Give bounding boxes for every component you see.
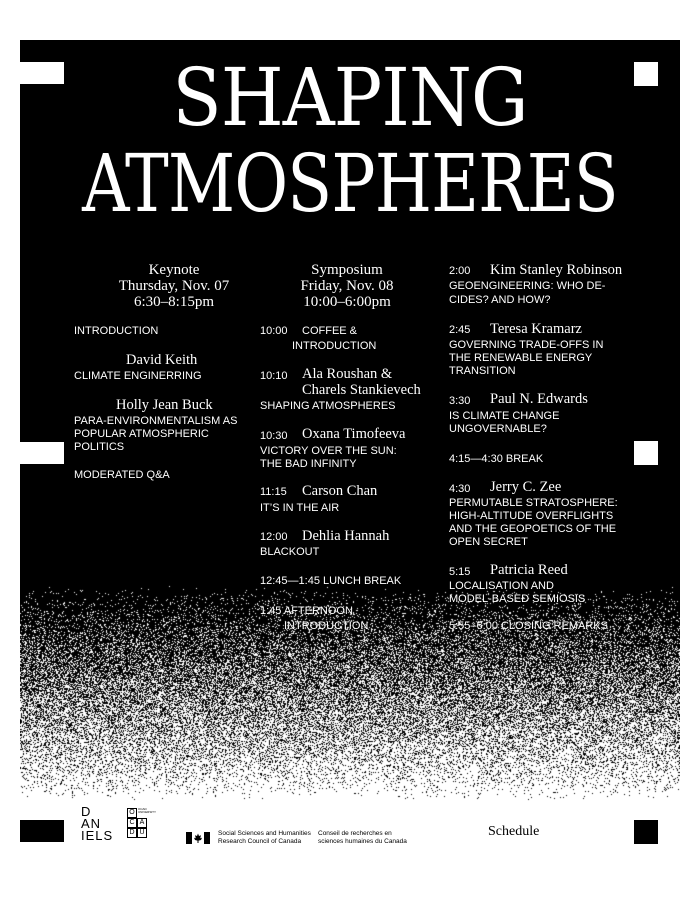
- daniels-logo-line: AN: [81, 816, 102, 831]
- speaker-name: Kim Stanley Robinson: [490, 262, 623, 278]
- ocad-logo: [127, 808, 157, 842]
- closing-remarks: 5:55–6:00 CLOSING REMARKS: [449, 620, 608, 632]
- item-time: 2:00: [449, 265, 471, 277]
- talk-title: OPEN SECRET: [449, 536, 528, 548]
- daniels-logo-line: IELS: [81, 828, 114, 843]
- moderated-qa: MODERATED Q&A: [74, 469, 170, 481]
- sshrc-french-line: Conseil de recherches en: [318, 830, 392, 837]
- sshrc-english-line: Research Council of Canada: [218, 838, 302, 845]
- symposium-time: 10:00–6:00pm: [303, 294, 391, 310]
- speaker-name: Ala Roushan &: [302, 366, 393, 382]
- keynote-heading: Keynote: [148, 262, 200, 278]
- speaker-name: Teresa Kramarz: [490, 321, 582, 337]
- title-line-2: ATMOSPHERES: [82, 137, 618, 230]
- lunch-break: 12:45—1:45 LUNCH BREAK: [260, 575, 402, 587]
- speaker-name: Jerry C. Zee: [490, 479, 562, 495]
- talk-title: SHAPING ATMOSPHERES: [260, 400, 396, 412]
- keynote-introduction: INTRODUCTION: [74, 325, 159, 337]
- item-time: 5:15: [449, 566, 471, 578]
- talk-title: CIDES? AND HOW?: [449, 294, 551, 306]
- talk-title: LOCALISATION AND: [449, 580, 554, 592]
- talk-title: UNGOVERNABLE?: [449, 423, 547, 435]
- sshrc-english-line: Social Sciences and Humanities: [218, 830, 311, 837]
- speaker-name: Patricia Reed: [490, 562, 568, 578]
- daniels-logo-line: D: [81, 804, 92, 819]
- talk-title: VICTORY OVER THE SUN:: [260, 445, 397, 457]
- symposium-date: Friday, Nov. 08: [300, 278, 394, 294]
- speaker-name: Charels Stankievech: [302, 382, 421, 398]
- poster: [20, 40, 680, 866]
- speaker-name: Paul N. Edwards: [490, 391, 588, 407]
- sshrc-french-line: sciences humaines du Canada: [318, 838, 407, 845]
- schedule-label: Schedule: [488, 824, 540, 839]
- speaker-name: Carson Chan: [302, 483, 378, 499]
- item-time: 10:00: [260, 325, 288, 337]
- keynote-date: Thursday, Nov. 07: [118, 278, 230, 294]
- ocad-small-text: OCAD UNIVERSITY: [138, 807, 157, 814]
- talk-title: GOVERNING TRADE-OFFS IN: [449, 339, 604, 351]
- talk-title: THE RENEWABLE ENERGY: [449, 352, 593, 364]
- canada-flag-icon: [186, 831, 210, 843]
- corner-block-bottom-left: [20, 820, 64, 842]
- talk-title: PERMUTABLE STRATOSPHERE:: [449, 497, 618, 509]
- item-text: COFFEE &: [302, 325, 358, 337]
- talk-title: MODEL-BASED SEMIOSIS: [449, 593, 586, 605]
- talk-title: CLIMATE ENGINERRING: [74, 370, 202, 382]
- speaker-name: Dehlia Hannah: [302, 528, 390, 544]
- sshrc-french: [318, 830, 407, 846]
- item-time: 3:30: [449, 395, 471, 407]
- afternoon-break: 4:15—4:30 BREAK: [449, 453, 544, 465]
- item-time: 2:45: [449, 324, 471, 336]
- item-time: 11:15: [260, 486, 287, 498]
- corner-block-mid-right: [634, 441, 658, 465]
- afternoon-intro: INTRODUCTION: [284, 620, 369, 632]
- ocad-letter: A: [137, 818, 147, 828]
- schedule-item: [260, 325, 357, 338]
- speaker-name: Holly Jean Buck: [116, 397, 213, 413]
- afternoon-intro: 1:45 AFTERNOON: [260, 605, 353, 617]
- daniels-logo: [81, 806, 113, 842]
- talk-title: GEOENGINEERING: WHO DE-: [449, 280, 606, 292]
- item-text: INTRODUCTION: [292, 340, 377, 352]
- item-time: 10:10: [260, 370, 288, 382]
- ocad-letter: U: [137, 828, 147, 838]
- ocad-letter: O: [127, 808, 137, 818]
- talk-title: TRANSITION: [449, 365, 516, 377]
- symposium-heading: Symposium: [311, 262, 383, 278]
- speaker-name: David Keith: [126, 352, 198, 368]
- ocad-letter: D: [127, 828, 137, 838]
- talk-title: THE BAD INFINITY: [260, 458, 357, 470]
- talk-title: IT’S IN THE AIR: [260, 502, 340, 514]
- item-time: 4:30: [449, 483, 471, 495]
- corner-block-bottom-right: [634, 820, 658, 844]
- talk-title: HIGH-ALTITUDE OVERFLIGHTS: [449, 510, 614, 522]
- talk-title: IS CLIMATE CHANGE: [449, 410, 560, 422]
- talk-title: BLACKOUT: [260, 546, 320, 558]
- title-line-1: SHAPING: [172, 51, 528, 144]
- talk-title: PARA-ENVIRONMENTALISM AS POPULAR ATMOSPHERIC POLITICS: [74, 415, 238, 453]
- keynote-time: 6:30–8:15pm: [133, 294, 214, 310]
- item-time: 12:00: [260, 531, 288, 543]
- item-time: 10:30: [260, 430, 288, 442]
- sshrc-english: [218, 830, 311, 846]
- corner-block-mid-left: [20, 442, 64, 464]
- talk-title: AND THE GEOPOETICS OF THE: [449, 523, 617, 535]
- ocad-letter: C: [127, 818, 137, 828]
- speaker-name: Oxana Timofeeva: [302, 426, 406, 442]
